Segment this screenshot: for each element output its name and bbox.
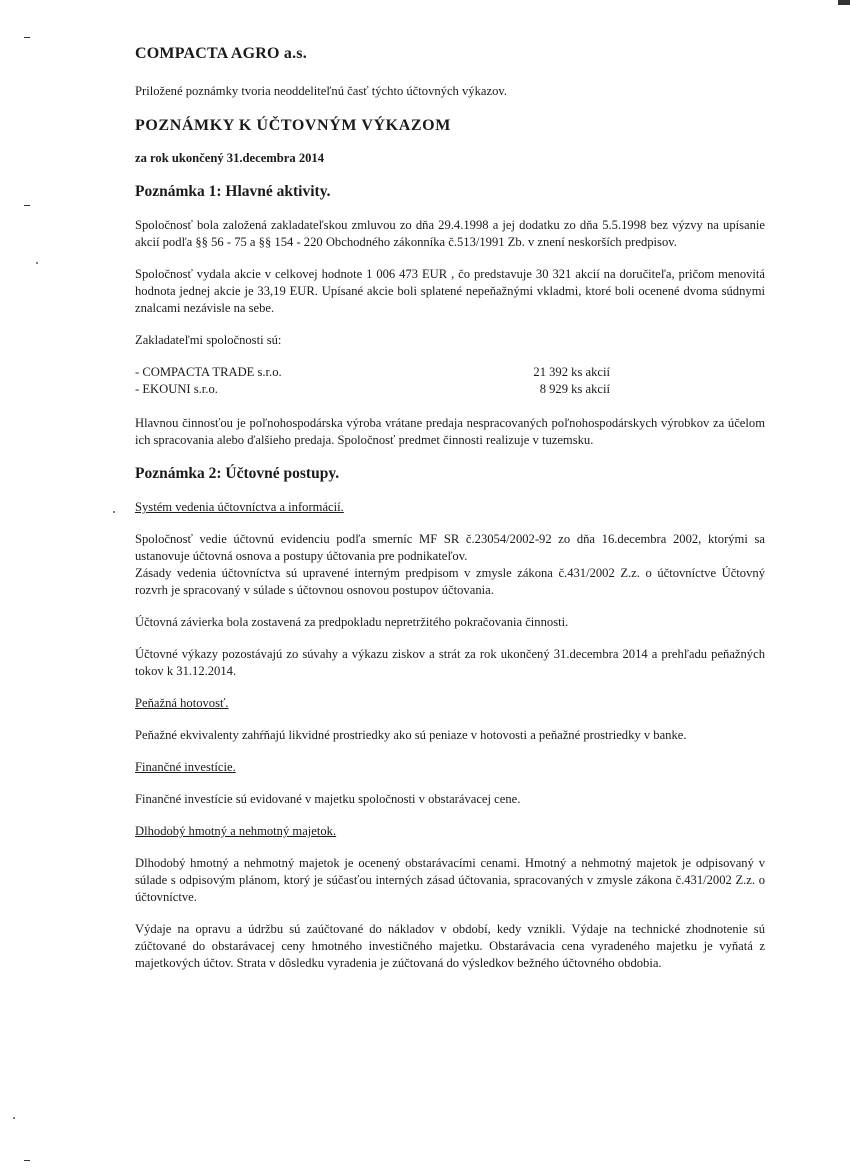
scan-margin-mark [24,205,30,206]
section-subheading: Finančné investície. [135,760,236,774]
section-subheading: Dlhodobý hmotný a nehmotný majetok. [135,824,337,838]
scan-margin-mark [24,37,30,38]
section-subheading: Peňažná hotovosť. [135,696,229,710]
founder-shares: 21 392 ks akcií [533,365,610,379]
reporting-period: za rok ukončený 31.decembra 2014 [135,151,325,165]
note1-paragraph: Hlavnou činnosťou je poľnohospodárska výroba vrátane predaja nespracovaných poľnohospodárskych výrobkov za účelom ich spracovania alebo ďalšieho predaja. Spoločnosť predmet činnosti realizuje v tuzemsku. [135,416,765,447]
founder-name: - EKOUNI s.r.o. [135,382,218,396]
note2-paragraph: Výdaje na opravu a údržbu sú zaúčtované do nákladov v období, kedy vznikli. Výdaje na technické zhodnotenie sú zúčtované do obstarávacej ceny hmotného investičného majetku. Obstarávacia cena vyradeného majetku je vyňatá z majetkových účtov. Strata v dôsledku vyradenia je zúčtovaná do výsledkov bežného účtovného obdobia. [135,922,765,970]
founder-row [135,381,765,398]
document-title: POZNÁMKY K ÚČTOVNÝM VÝKAZOM [135,117,451,134]
scan-edge-mark [838,0,850,5]
note1-heading: Poznámka 1: Hlavné aktivity. [135,183,331,200]
note2-heading: Poznámka 2: Účtovné postupy. [135,465,340,482]
scan-speck [113,511,115,513]
note2-paragraph: Zásady vedenia účtovníctva sú upravené interným predpisom v zmysle zákona č.431/2002 Z.z. o účtovníctve Účtovný rozvrh je spracovaný v súlade s účtovnou osnovou postupov účtovania. [135,566,765,597]
company-name: COMPACTA AGRO a.s. [135,45,307,62]
scan-speck [13,1117,15,1119]
intro-text: Priložené poznámky tvoria neoddeliteľnú časť týchto účtovných výkazov. [135,84,507,98]
founder-row [135,364,765,381]
founder-shares: 8 929 ks akcií [539,382,610,396]
note2-paragraph: Účtovná závierka bola zostavená za predpokladu nepretržitého pokračovania činnosti. [135,615,569,629]
scan-margin-mark [24,1160,30,1161]
document-body [135,44,765,987]
founders-label: Zakladateľmi spoločnosti sú: [135,333,282,347]
note2-paragraph: Finančné investície sú evidované v majetku spoločnosti v obstarávacej cene. [135,792,521,806]
note2-paragraph: Peňažné ekvivalenty zahŕňajú likvidné prostriedky ako sú peniaze v hotovosti a peňažné prostriedky v banke. [135,728,687,742]
section-subheading: Systém vedenia účtovníctva a informácií. [135,500,344,514]
scan-speck [36,262,38,264]
note1-paragraph: Spoločnosť vydala akcie v celkovej hodnote 1 006 473 EUR , čo predstavuje 30 321 akcií na doručiteľa, pričom menovitá hodnota jednej akcie je 33,19 EUR. Upísané akcie boli splatené nepeňažnými vkladmi, ktoré boli ocenené dvoma súdnymi znalcami nezávisle na sebe. [135,267,765,315]
founders-list [135,364,765,398]
note2-paragraph: Dlhodobý hmotný a nehmotný majetok je ocenený obstarávacími cenami. Hmotný a nehmotný majetok je odpisovaný v súlade s odpisovým plánom, ktorý je súčasťou interných zásad účtovania, spracovaných v zmysle zákona č.431/2002 Z.z. o účtovníctve. [135,856,765,904]
note2-paragraph: Spoločnosť vedie účtovnú evidenciu podľa smerníc MF SR č.23054/2002-92 zo dňa 16.decembra 2002, ktorými sa ustanovuje účtovná osnova a postupy účtovania pre podnikateľov. [135,532,765,563]
note1-paragraph: Spoločnosť bola založená zakladateľskou zmluvou zo dňa 29.4.1998 a jej dodatku zo dňa 5.5.1998 bez výzvy na upísanie akcií podľa §§ 56 - 75 a §§ 154 - 220 Obchodného zákonníka č.513/1991 Zb. v znení neskorších predpisov. [135,218,765,249]
note2-paragraph: Účtovné výkazy pozostávajú zo súvahy a výkazu ziskov a strát za rok ukončený 31.decembra 2014 a prehľadu peňažných tokov k 31.12.2014. [135,647,765,678]
founder-name: - COMPACTA TRADE s.r.o. [135,365,282,379]
